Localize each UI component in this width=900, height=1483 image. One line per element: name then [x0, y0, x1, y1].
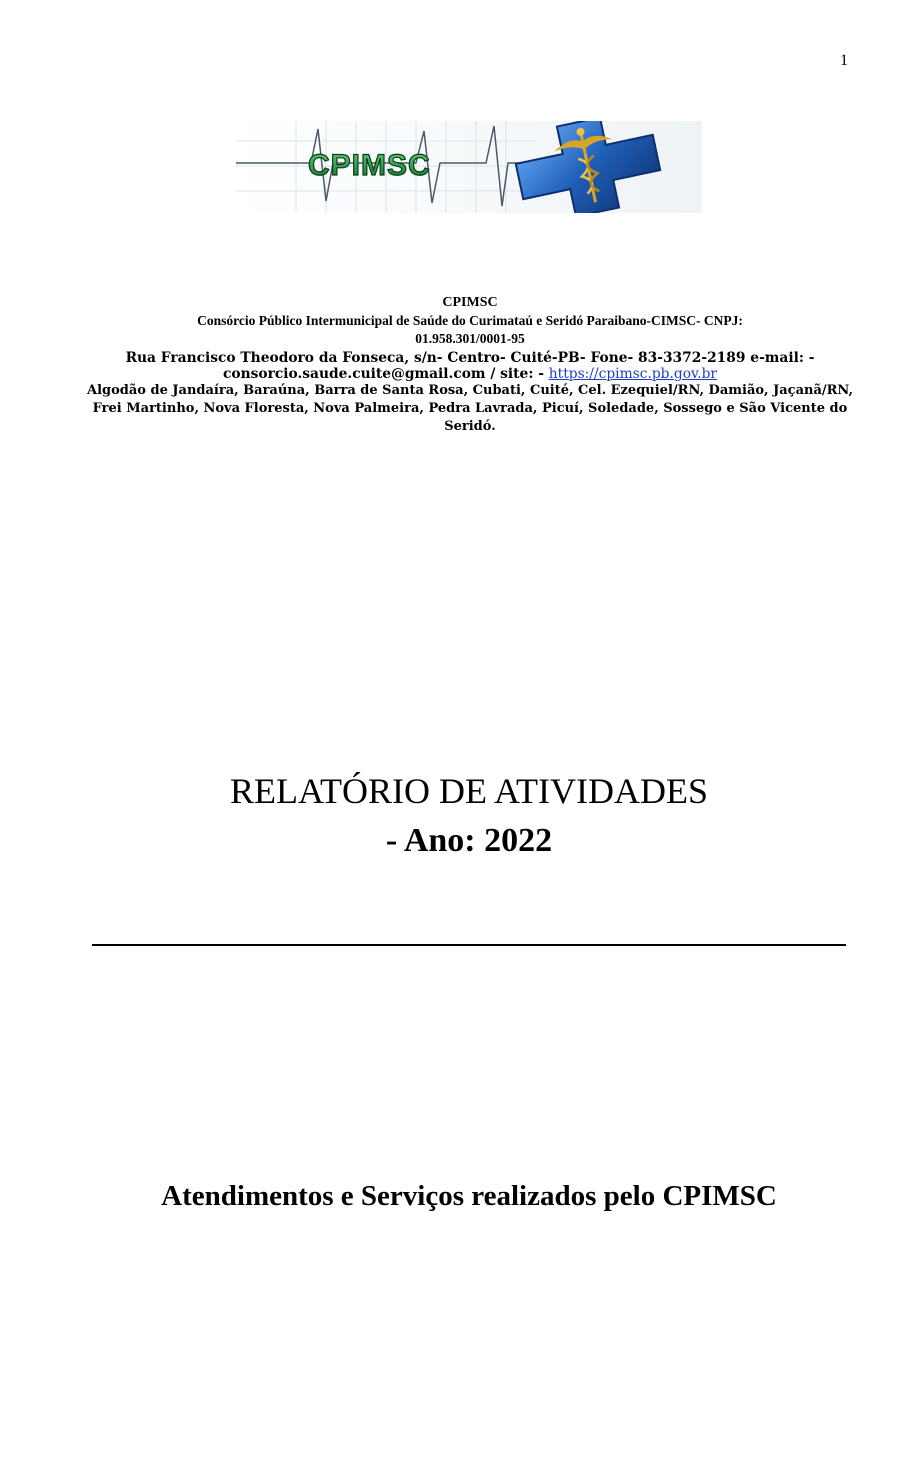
- org-short-name: CPIMSC: [442, 295, 498, 310]
- report-title: RELATÓRIO DE ATIVIDADES: [230, 771, 708, 811]
- logo-text: CPIMSC: [308, 149, 431, 182]
- site-link[interactable]: https://cpimsc.pb.gov.br: [548, 366, 718, 382]
- section-title: Atendimentos e Serviços realizados pelo CPIMSC: [161, 1180, 777, 1212]
- org-full-name: Consórcio Público Intermunicipal de Saúde do Curimataú e Seridó Paraibano-CIMSC- CNPJ:: [197, 313, 743, 328]
- page-number: 1: [840, 52, 848, 69]
- cpimsc-logo-graphic: [236, 121, 702, 213]
- organization-header: [60, 294, 880, 436]
- address-text: Rua Francisco Theodoro da Fonseca, s/n- Centro- Cuité-PB- Fone- 83-3372-2189 e-mail: -consorcio.saude.cuite@gmail.com / site: -: [125, 350, 815, 382]
- member-municipalities: Algodão de Jandaíra, Baraúna, Barra de Santa Rosa, Cubati, Cuité, Cel. Ezequiel/RN, Damião, Jaçanã/RN, Frei Martinho, Nova Floresta, Nova Palmeira, Pedra Lavrada, Picuí, Soledade, Sossego e São Vicente do Seridó.: [86, 383, 854, 434]
- org-cnpj: 01.958.301/0001-95: [415, 331, 525, 346]
- org-address: [60, 350, 880, 382]
- report-year: - Ano: 2022: [385, 822, 553, 859]
- cpimsc-logo: [236, 121, 702, 213]
- horizontal-divider: [92, 944, 846, 946]
